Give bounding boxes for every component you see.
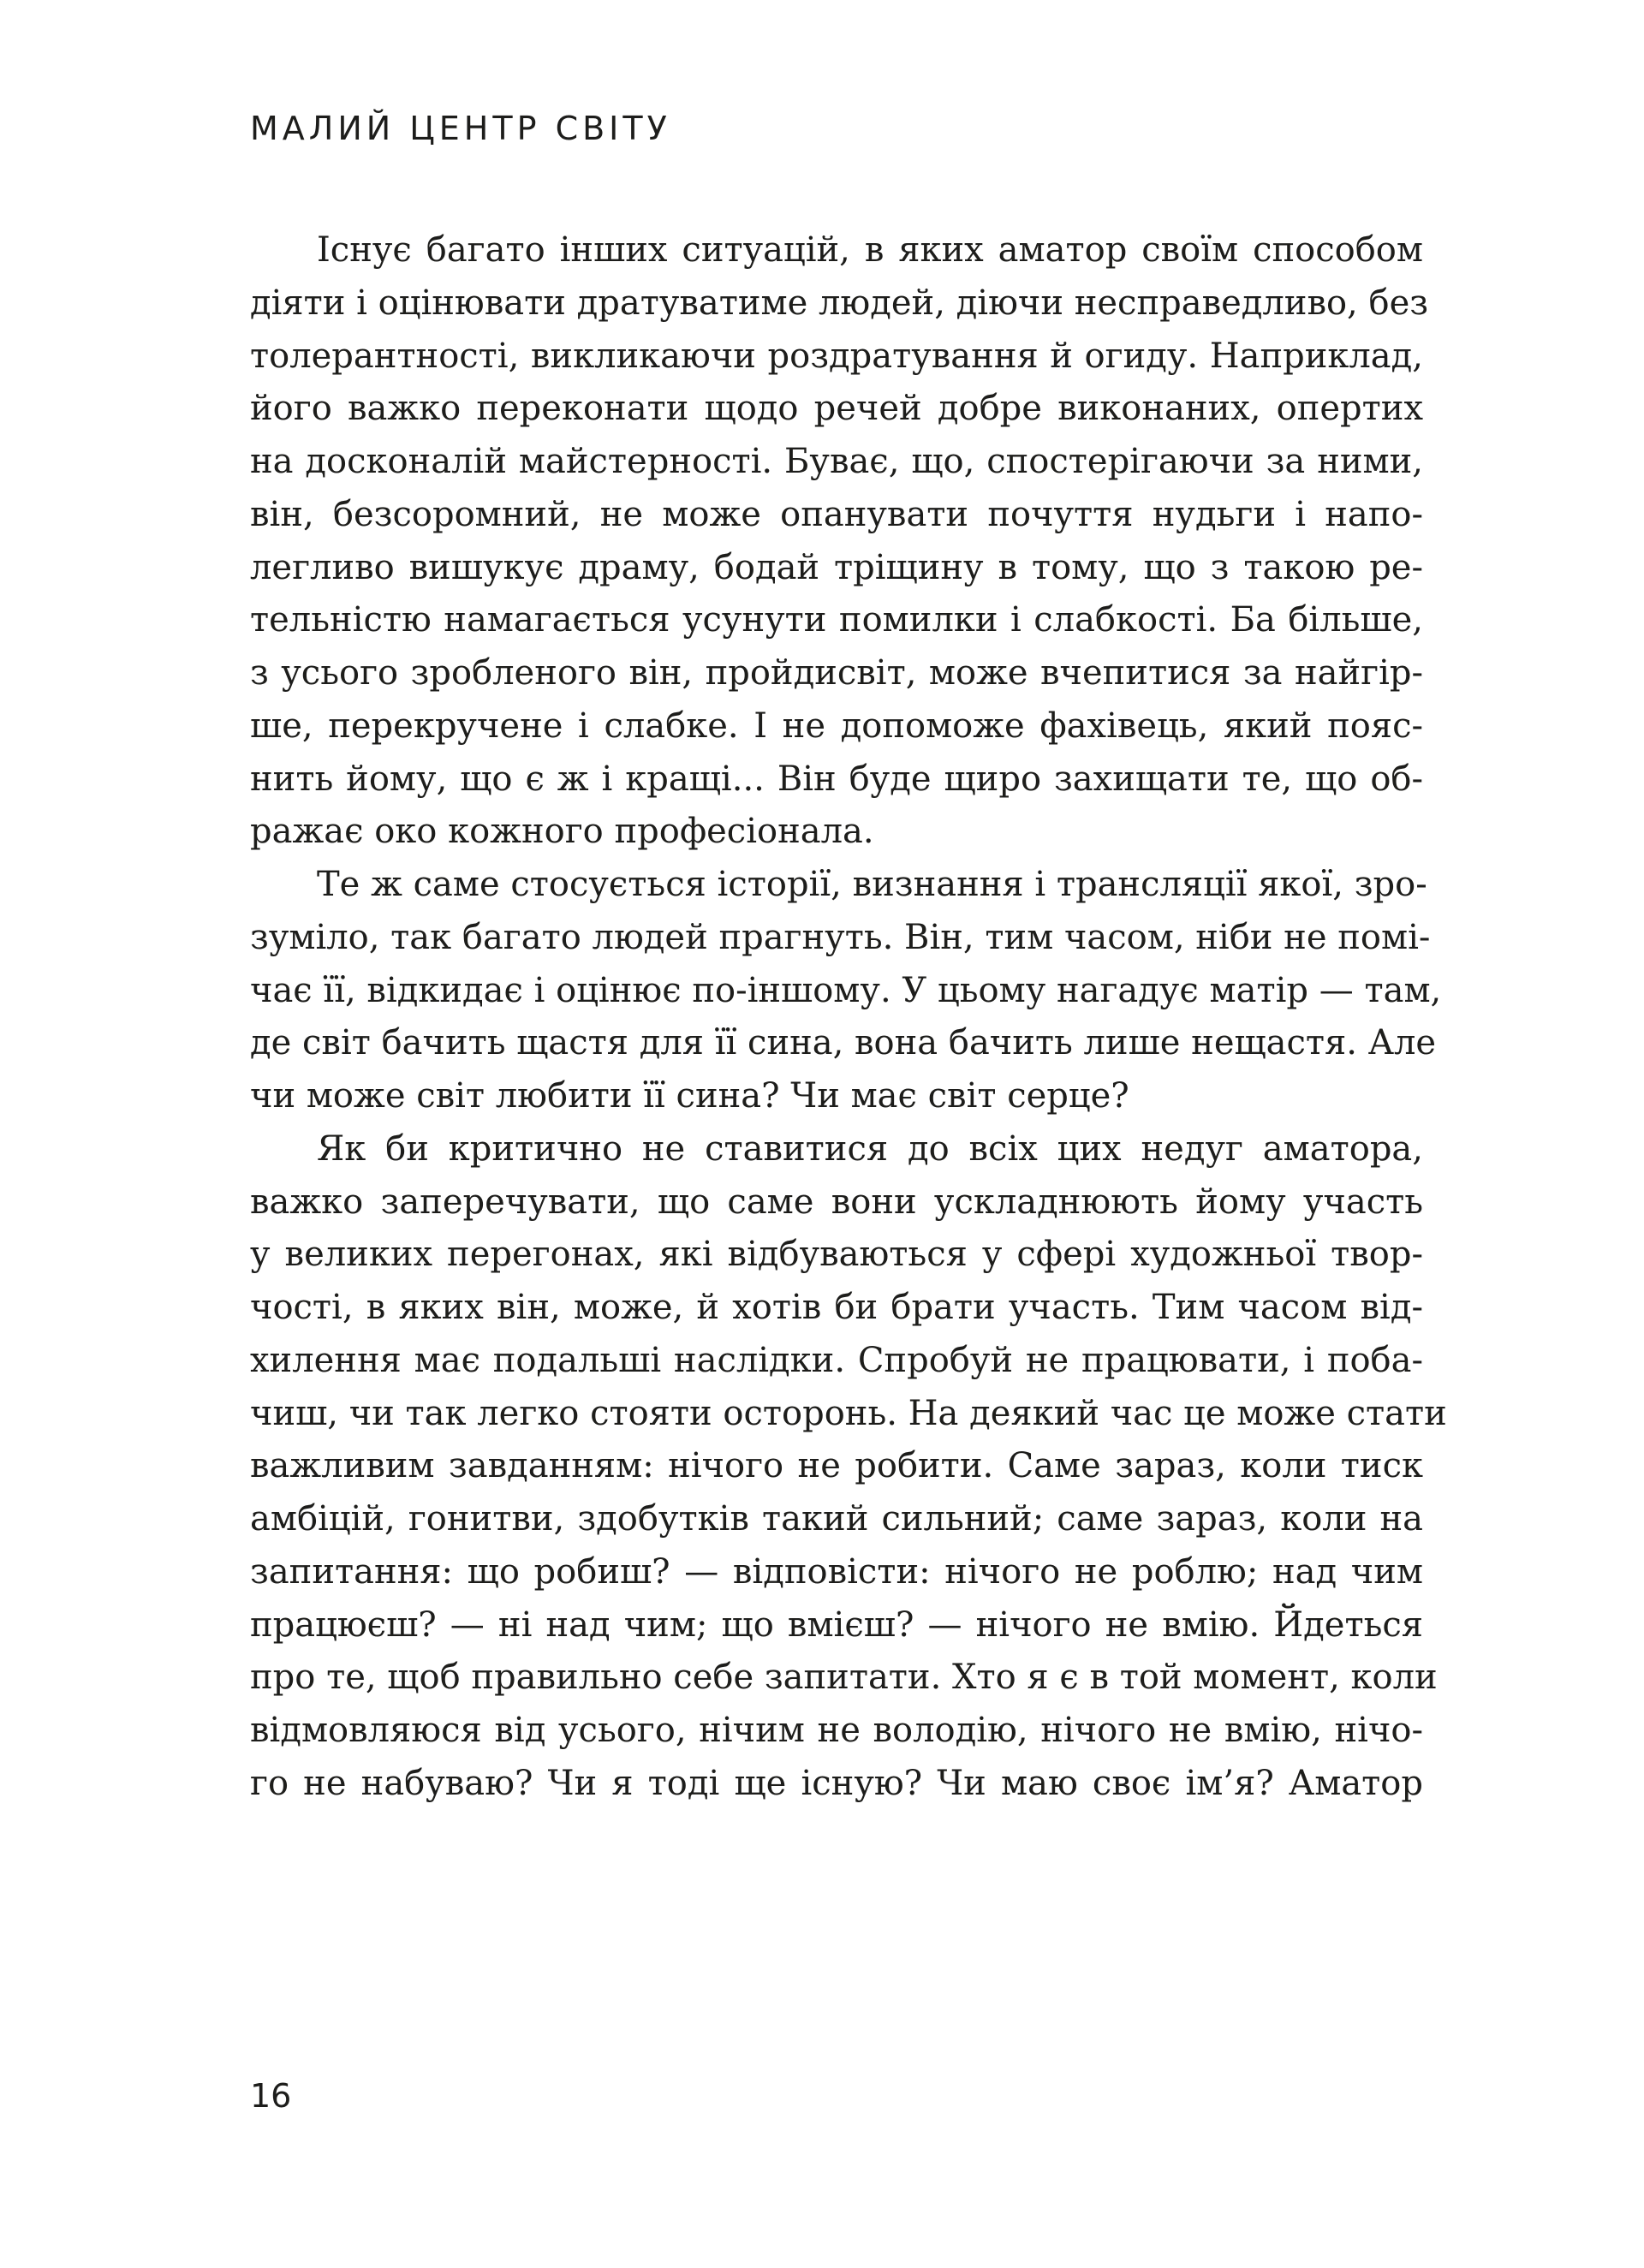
text-line: Те ж саме стосується історії, визнання і трансляції якої, зро- [317,865,1427,904]
text-line: важко заперечувати, що саме вони ускладнюють йому участь [250,1182,1423,1222]
text-line: чає її, відкидає і оцінює по-іншому. У цьому нагадує матір — там, [250,970,1442,1010]
text-line: легливо вишукує драму, бодай тріщину в тому, що з такою ре- [250,547,1423,587]
text-line: ше, перекручене і слабке. І не допоможе фахівець, який пояс- [250,705,1423,746]
text-line: відмовляюся від усього, нічим не володію, нічого не вмію, нічо- [250,1711,1423,1750]
text-line: у великих перегонах, які відбуваються у сфері художньої твор- [250,1235,1423,1275]
text-line: нить йому, що є ж і кращі... Він буде щиро захищати те, що об- [250,759,1423,799]
text-line: хилення має подальші наслідки. Спробуй не працювати, і поба- [250,1340,1423,1380]
text-line: чості, в яких він, може, й хотів би брати участь. Тим часом від- [250,1288,1423,1327]
running-head: МАЛИЙ ЦЕНТР СВІТУ [250,110,671,147]
text-line: про те, щоб правильно себе запитати. Хто я є в той момент, коли [250,1658,1438,1698]
text-line: чиш, чи так легко стояти осторонь. На деякий час це може стати [250,1393,1447,1433]
text-line: го не набуваю? Чи я тоді ще існую? Чи маю своє ім’я? Аматор [250,1763,1423,1803]
text-line: чи може світ любити її сина? Чи має світ серце? [250,1076,1129,1116]
text-line: Як би критично не ставитися до всіх цих недуг аматора, [317,1128,1423,1169]
text-line: з усього зробленого він, пройдисвіт, може вчепитися за найгір- [250,653,1423,693]
page-number: 16 [250,2077,292,2115]
text-line: зуміло, так багато людей прагнуть. Він, тим часом, ніби не помі- [250,917,1431,957]
body-text [250,224,1447,1811]
text-line: діяти і оцінювати дратуватиме людей, діючи несправедливо, без [250,283,1429,323]
text-line: амбіцій, гонитви, здобутків такий сильний; саме зараз, коли на [250,1499,1423,1539]
text-line: де світ бачить щастя для її сина, вона бачить лише нещастя. Але [250,1023,1437,1063]
text-line: тельністю намагається усунути помилки і слабкості. Ба більше, [250,600,1423,640]
text-line: запитання: що робиш? — відповісти: нічого не роблю; над чим [250,1551,1423,1592]
text-line: Існує багато інших ситуацій, в яких аматор своїм способом [317,230,1423,270]
text-line: толерантності, викликаючи роздратування й огиду. Наприклад, [250,336,1423,376]
text-line: його важко переконати щодо речей добре виконаних, опертих [250,389,1423,429]
text-line: працюєш? — ні над чим; що вмієш? — нічого не вмію. Йдеться [250,1604,1423,1645]
text-line: важливим завданням: нічого не робити. Саме зараз, коли тиск [250,1446,1423,1486]
text-line: ражає око кожного професіонала. [250,812,874,852]
text-line: на досконалій майстерності. Буває, що, спостерігаючи за ними, [250,442,1423,481]
text-line: він, безсоромний, не може опанувати почуття нудьги і напо- [250,494,1423,534]
